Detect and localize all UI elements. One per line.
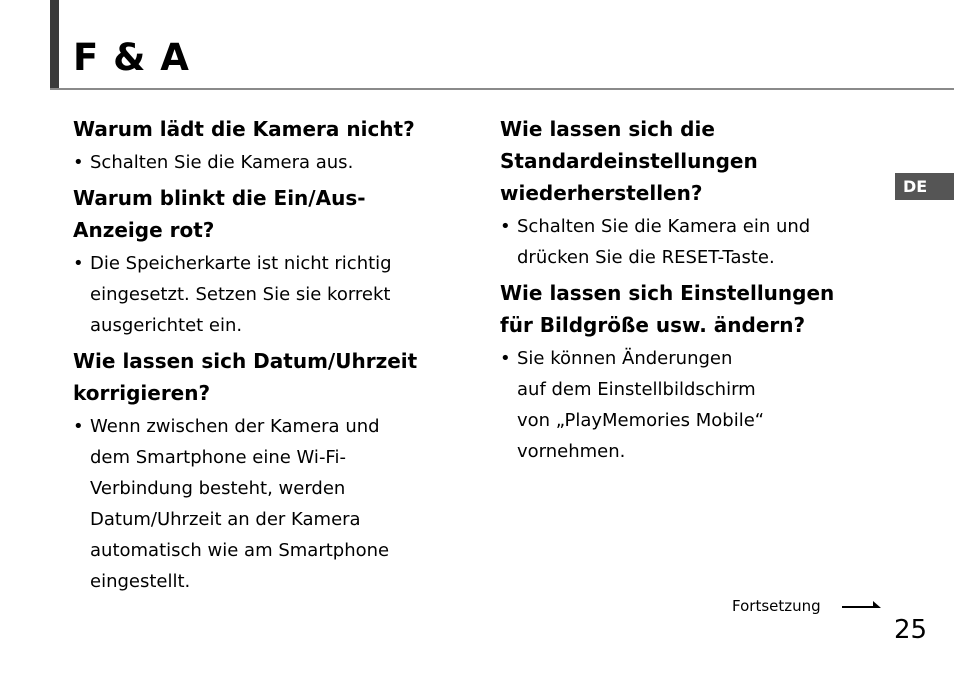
page-number: 25 bbox=[894, 615, 928, 645]
faq-question: Wie lassen sich die Standardeinstellungen wiederherstellen? bbox=[500, 117, 758, 205]
bullet: • bbox=[73, 253, 84, 274]
faq-item-power-indicator bbox=[73, 182, 463, 341]
bullet: • bbox=[73, 416, 84, 437]
faq-item-date-time bbox=[73, 345, 463, 597]
title-accent-bar bbox=[50, 0, 59, 90]
faq-question: Wie lassen sich Datum/Uhrzeit korrigieren? bbox=[73, 349, 418, 405]
faq-answer: • Wenn zwischen der Kamera und dem Smartphone eine Wi-Fi- Verbindung besteht, werden Datum/Uhrzeit an der Kamera automatisch wie am Smartphone eingestellt. bbox=[73, 411, 463, 597]
continue-arrow-icon bbox=[842, 598, 882, 612]
bullet: • bbox=[500, 348, 511, 369]
page-title: F & A bbox=[73, 36, 190, 79]
faq-question: Wie lassen sich Einstellungen für Bildgröße usw. ändern? bbox=[500, 281, 835, 337]
bullet: • bbox=[73, 152, 84, 173]
faq-question: Warum blinkt die Ein/Aus- Anzeige rot? bbox=[73, 186, 366, 242]
faq-right-column bbox=[500, 113, 880, 471]
faq-answer: • Die Speicherkarte ist nicht richtig eingesetzt. Setzen Sie sie korrekt ausgerichtet ein. bbox=[73, 248, 463, 341]
language-tab: DE bbox=[895, 173, 954, 200]
title-divider bbox=[50, 88, 954, 90]
faq-item-image-size bbox=[500, 277, 880, 467]
faq-answer: • Schalten Sie die Kamera ein und drücken Sie die RESET-Taste. bbox=[500, 211, 880, 273]
faq-item-charging bbox=[73, 113, 463, 178]
faq-left-column bbox=[73, 113, 463, 601]
faq-answer: • Sie können Änderungen auf dem Einstellbildschirm von „PlayMemories Mobile“ vornehmen. bbox=[500, 343, 880, 467]
bullet: • bbox=[500, 216, 511, 237]
continue-label: Fortsetzung bbox=[732, 597, 821, 615]
faq-item-reset bbox=[500, 113, 880, 273]
faq-answer: • Schalten Sie die Kamera aus. bbox=[73, 147, 463, 178]
faq-question: Warum lädt die Kamera nicht? bbox=[73, 117, 415, 141]
